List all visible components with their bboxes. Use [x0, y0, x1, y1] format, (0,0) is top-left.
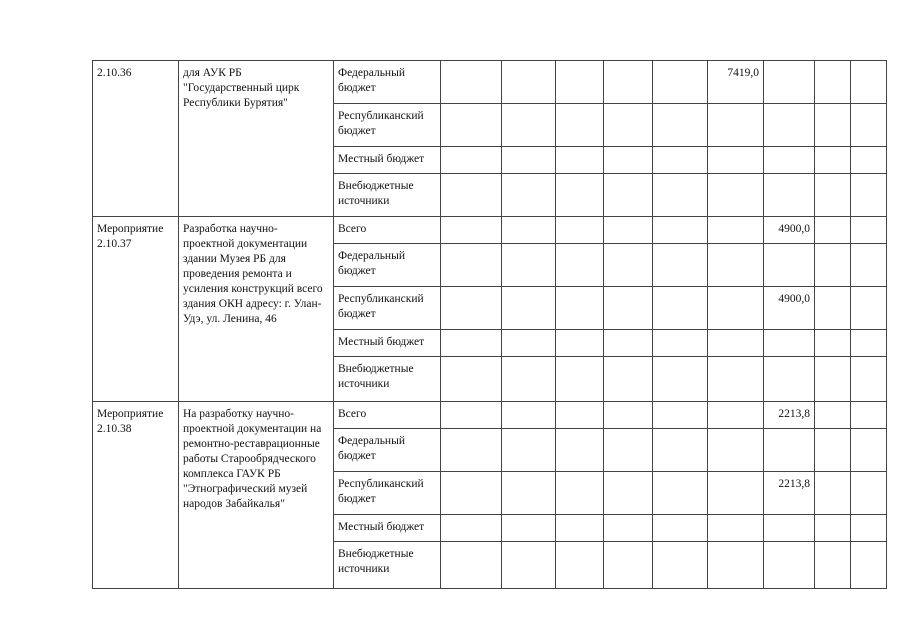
budget-table	[92, 60, 887, 589]
funding-source-cell: Республиканский бюджет	[334, 104, 441, 147]
amount-cell	[653, 174, 708, 217]
amount-cell	[851, 402, 887, 429]
amount-cell	[556, 174, 604, 217]
amount-cell	[441, 330, 502, 357]
amount-cell: 2213,8	[764, 402, 815, 429]
amount-cell	[556, 61, 604, 104]
amount-cell	[708, 104, 764, 147]
amount-cell	[604, 429, 653, 472]
amount-cell	[502, 402, 556, 429]
amount-cell	[708, 244, 764, 287]
amount-cell	[653, 287, 708, 330]
amount-cell	[851, 357, 887, 402]
amount-cell	[815, 330, 851, 357]
funding-source-cell: Местный бюджет	[334, 330, 441, 357]
amount-cell	[815, 429, 851, 472]
measure-description-cell: На разработку научно-проектной документации на ремонтно-реставрационные работы Старообрядческого комплекса ГАУК РБ "Этнографический музей народов Забайкалья"	[179, 402, 334, 589]
measure-description-cell: для АУК РБ "Государственный цирк Республики Бурятия"	[179, 61, 334, 217]
amount-cell: 7419,0	[708, 61, 764, 104]
amount-cell	[708, 287, 764, 330]
amount-cell	[604, 244, 653, 287]
amount-cell	[708, 147, 764, 174]
amount-cell	[851, 472, 887, 515]
amount-cell	[851, 515, 887, 542]
funding-source-cell: Всего	[334, 217, 441, 244]
amount-cell	[502, 104, 556, 147]
amount-cell	[764, 61, 815, 104]
amount-cell	[502, 61, 556, 104]
amount-cell	[604, 147, 653, 174]
measure-code-cell: 2.10.36	[93, 61, 179, 217]
measure-code-cell: Мероприятие 2.10.37	[93, 217, 179, 402]
amount-cell	[502, 357, 556, 402]
amount-cell	[653, 61, 708, 104]
measure-code-cell: Мероприятие 2.10.38	[93, 402, 179, 589]
amount-cell	[604, 515, 653, 542]
amount-cell	[441, 147, 502, 174]
amount-cell	[764, 244, 815, 287]
amount-cell	[653, 429, 708, 472]
amount-cell	[441, 429, 502, 472]
amount-cell	[851, 104, 887, 147]
amount-cell	[556, 429, 604, 472]
amount-cell	[815, 61, 851, 104]
table-row	[93, 61, 887, 104]
amount-cell	[815, 402, 851, 429]
funding-source-cell: Внебюджетные источники	[334, 542, 441, 589]
amount-cell	[708, 174, 764, 217]
amount-cell	[851, 330, 887, 357]
amount-cell	[764, 104, 815, 147]
amount-cell: 4900,0	[764, 217, 815, 244]
amount-cell	[556, 402, 604, 429]
funding-source-cell: Внебюджетные источники	[334, 357, 441, 402]
amount-cell	[604, 330, 653, 357]
amount-cell	[441, 402, 502, 429]
table-row	[93, 217, 887, 244]
funding-source-cell: Местный бюджет	[334, 515, 441, 542]
amount-cell	[502, 217, 556, 244]
amount-cell	[502, 472, 556, 515]
table-body	[93, 61, 887, 589]
amount-cell	[604, 287, 653, 330]
funding-source-cell: Местный бюджет	[334, 147, 441, 174]
amount-cell	[653, 542, 708, 589]
amount-cell	[441, 542, 502, 589]
amount-cell	[764, 357, 815, 402]
amount-cell	[653, 330, 708, 357]
amount-cell	[708, 402, 764, 429]
amount-cell	[764, 542, 815, 589]
amount-cell	[764, 330, 815, 357]
amount-cell	[441, 174, 502, 217]
amount-cell	[851, 287, 887, 330]
funding-source-cell: Федеральный бюджет	[334, 61, 441, 104]
amount-cell	[556, 147, 604, 174]
amount-cell	[502, 244, 556, 287]
amount-cell	[764, 174, 815, 217]
amount-cell	[556, 472, 604, 515]
amount-cell	[708, 330, 764, 357]
amount-cell	[815, 147, 851, 174]
amount-cell	[708, 217, 764, 244]
amount-cell	[556, 104, 604, 147]
amount-cell	[815, 217, 851, 244]
amount-cell	[556, 515, 604, 542]
funding-source-cell: Всего	[334, 402, 441, 429]
amount-cell	[708, 515, 764, 542]
amount-cell	[604, 472, 653, 515]
amount-cell	[604, 174, 653, 217]
amount-cell	[604, 61, 653, 104]
amount-cell: 4900,0	[764, 287, 815, 330]
amount-cell	[441, 61, 502, 104]
amount-cell	[653, 402, 708, 429]
amount-cell	[851, 217, 887, 244]
funding-source-cell: Внебюджетные источники	[334, 174, 441, 217]
amount-cell	[653, 217, 708, 244]
amount-cell	[815, 472, 851, 515]
funding-source-cell: Федеральный бюджет	[334, 429, 441, 472]
amount-cell	[815, 287, 851, 330]
amount-cell	[556, 357, 604, 402]
amount-cell	[815, 244, 851, 287]
amount-cell	[708, 429, 764, 472]
amount-cell	[815, 357, 851, 402]
amount-cell	[502, 147, 556, 174]
amount-cell	[556, 244, 604, 287]
amount-cell	[502, 542, 556, 589]
amount-cell	[502, 330, 556, 357]
amount-cell	[815, 104, 851, 147]
amount-cell	[604, 402, 653, 429]
amount-cell	[502, 174, 556, 217]
amount-cell	[851, 174, 887, 217]
amount-cell	[441, 104, 502, 147]
amount-cell	[851, 61, 887, 104]
amount-cell	[815, 515, 851, 542]
amount-cell	[851, 429, 887, 472]
amount-cell	[851, 244, 887, 287]
amount-cell	[653, 515, 708, 542]
amount-cell	[604, 217, 653, 244]
amount-cell	[502, 429, 556, 472]
amount-cell	[708, 472, 764, 515]
amount-cell	[441, 515, 502, 542]
amount-cell	[851, 542, 887, 589]
amount-cell: 2213,8	[764, 472, 815, 515]
amount-cell	[502, 515, 556, 542]
amount-cell	[604, 104, 653, 147]
amount-cell	[764, 515, 815, 542]
amount-cell	[441, 217, 502, 244]
measure-description-cell: Разработка научно-проектной документации здании Музея РБ для проведения ремонта и усиления конструкций всего здания ОКН адресу: г. Улан-Удэ, ул. Ленина, 46	[179, 217, 334, 402]
amount-cell	[441, 244, 502, 287]
amount-cell	[764, 147, 815, 174]
amount-cell	[815, 542, 851, 589]
amount-cell	[441, 472, 502, 515]
amount-cell	[815, 174, 851, 217]
amount-cell	[764, 429, 815, 472]
amount-cell	[556, 330, 604, 357]
amount-cell	[556, 542, 604, 589]
funding-source-cell: Федеральный бюджет	[334, 244, 441, 287]
amount-cell	[604, 357, 653, 402]
funding-source-cell: Республиканский бюджет	[334, 287, 441, 330]
amount-cell	[851, 147, 887, 174]
amount-cell	[653, 104, 708, 147]
table-row	[93, 402, 887, 429]
amount-cell	[441, 357, 502, 402]
amount-cell	[708, 542, 764, 589]
amount-cell	[653, 147, 708, 174]
funding-source-cell: Республиканский бюджет	[334, 472, 441, 515]
amount-cell	[653, 244, 708, 287]
amount-cell	[653, 357, 708, 402]
amount-cell	[653, 472, 708, 515]
amount-cell	[708, 357, 764, 402]
amount-cell	[556, 217, 604, 244]
amount-cell	[502, 287, 556, 330]
amount-cell	[556, 287, 604, 330]
amount-cell	[441, 287, 502, 330]
amount-cell	[604, 542, 653, 589]
